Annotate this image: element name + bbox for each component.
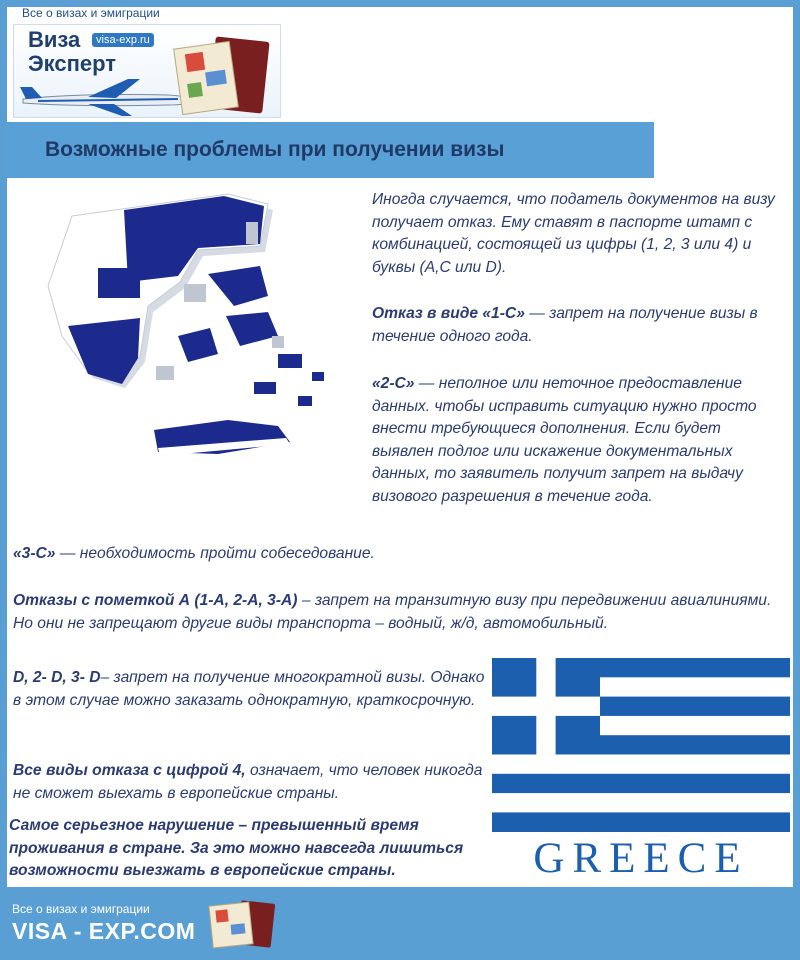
desc-2c: — неполное или неточное предоставление данных. чтобы исправить ситуацию нужно просто внести требующиеся дополнения. Если будет выявлен подлог или искажение документальных данных, то заявитель получит запрет на выдачу визового разрешения в течение года. [372,375,757,505]
site-tagline: Все о визах и эмиграции [22,6,160,20]
paragraph-2c [372,373,786,509]
page-title: Возможные проблемы при получении визы [45,138,505,161]
site-logo[interactable] [13,24,281,118]
paragraph-1c [372,303,786,348]
desc-1c: — запрет на получение визы в течение одного года. [372,305,758,345]
term-1c: Отказ в виде «1-С» [372,305,525,322]
desc-4: означает, что человек никогда не сможет выехать в европейские страны. [13,762,483,802]
greek-flag-image [492,658,790,886]
title-banner [7,122,654,178]
greece-map-illustration [28,186,348,486]
paragraph-4 [13,760,485,805]
desc-transit-a: – запрет на транзитную визу при передвижении авиалиниями. Но они не запрещают другие виды транспорта – водный, ж/д, автомобильный. [13,592,772,632]
airplane-icon [18,77,198,117]
term-serious-violation: Самое серьезное нарушение – превышенный время проживания в стране. За это можно навсегда лишиться возможности выезжать в европейские страны. [9,817,464,880]
logo-url-badge: visa-exp.ru [92,33,154,47]
term-d: D, 2- D, 3- D [13,669,101,686]
paragraph-intro: Иногда случается, что податель документов на визу получает отказ. Ему ставят в паспорте штамп с комбинацией, состоящей из цифры (1, 2, 3 или 4) и буквы (А,С или D). [372,191,775,276]
term-3c: «3-С» [13,545,56,562]
paragraph-3c [13,543,783,566]
passport-stack-icon [172,31,276,115]
term-transit-a: Отказы с пометкой А (1-А, 2-А, 3-А) [13,592,298,609]
flag-caption: GREECE [533,835,749,882]
term-2c: «2-С» [372,375,415,392]
desc-3c: — необходимость пройти собеседование. [55,545,375,562]
logo-word-expert: Эксперт [28,51,117,76]
paragraph-serious-violation [9,815,493,883]
paragraph-d [13,667,485,712]
footer-tagline: Все о визах и эмиграции [12,902,150,916]
logo-word-visa: Виза [28,27,81,52]
term-4: Все виды отказа с цифрой 4, [13,762,246,779]
paragraph-transit-a [13,590,783,635]
footer-site-logo[interactable]: VISA - EXP.COM [12,918,196,944]
footer-passport-icon [207,898,279,950]
desc-d: – запрет на получение многократной визы. Однако в этом случае можно заказать однократную, краткосрочную. [13,669,485,709]
